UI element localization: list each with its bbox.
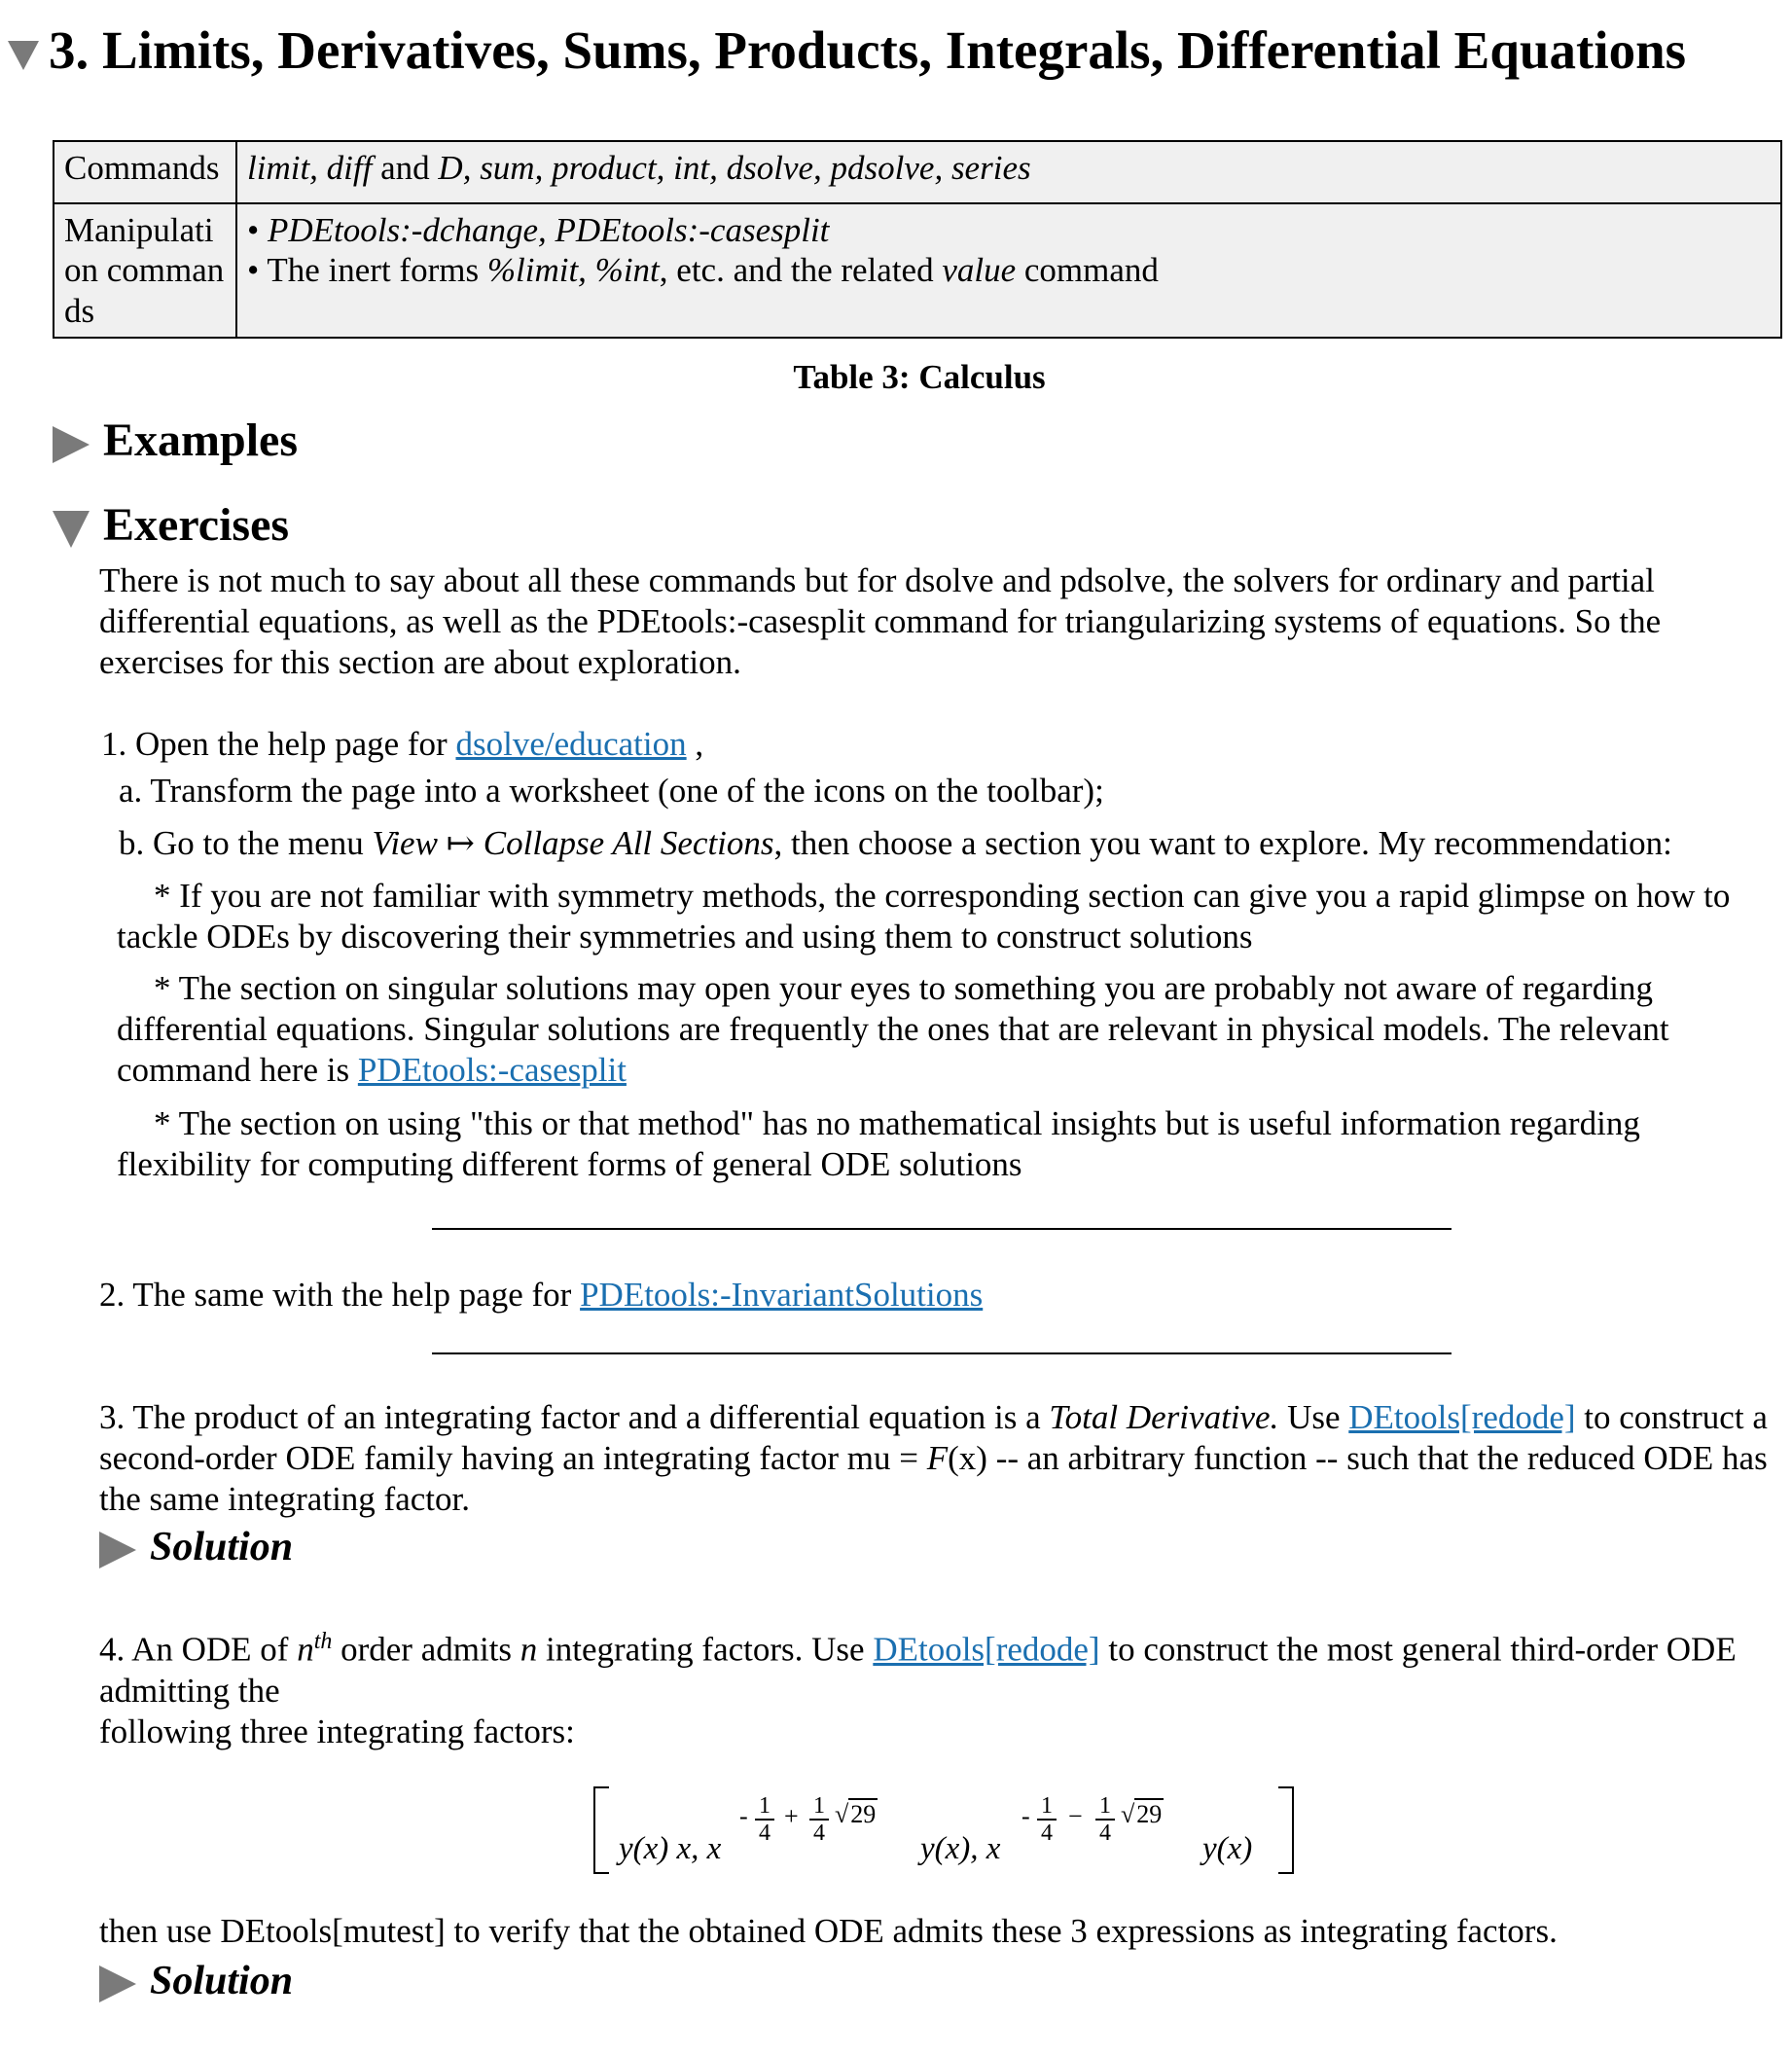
exercise-1-lead: 1. Open the help page for dsolve/education , [101,725,704,763]
expand-triangle-icon[interactable] [99,1965,136,2002]
collapse-triangle-icon[interactable] [53,511,90,548]
table-bullet-2: • The inert forms %limit, %int, etc. and the related value command [247,251,1159,290]
integrating-factors-formula: y(x) x, x - 1 4 + 1 4 √29 y(x), x - 1 4 − 1 4 √29 y(x) [593,1783,1294,1890]
redode-link-1[interactable]: DEtools[redode] [1348,1398,1576,1436]
exercise-3: 3. The product of an integrating factor and a differential equation is a Total Derivative. Use DEtools[redode] to construct a second-order ODE family having an integrating factor mu = F(x) -- an arbitrary function -- such that the reduced ODE has the same integrating factor. [99,1398,1768,1518]
right-bracket [1278,1786,1294,1874]
exercise-1b: b. Go to the menu View ↦ Collapse All Sections, then choose a section you want to explore. My recommendation: [119,824,1672,862]
examples-section-toggle[interactable]: Examples [53,414,298,467]
exercise-4: 4. An ODE of $n^{th}$ order admits n integrating factors. Use DEtools[redode] to construct the most general third-order ODE admitting the following three integrating factors: [99,1629,1737,1750]
recommendation-singular: * The section on singular solutions may open your eyes to something you are probably not aware of regarding differential equations. Singular solutions are frequently the ones that are relevant in physical models. The relevant command here is PDEtools:-casesplit [117,969,1669,1089]
casesplit-link[interactable]: PDEtools:-casesplit [357,1051,627,1089]
recommendation-symmetry: * If you are not familiar with symmetry methods, the corresponding section can give you a rapid glimpse on how to tackle ODEs by discovering their symmetries and using them to construct solutions [117,877,1731,955]
expand-triangle-icon[interactable] [53,426,90,463]
dsolve-education-link[interactable]: dsolve/education [455,725,687,763]
solution-toggle-4[interactable]: Solution [99,1958,293,2004]
table-caption: Table 3: Calculus [793,358,1046,396]
calculus-table [53,140,1782,339]
separator-2 [432,1352,1452,1354]
intro-paragraph: There is not much to say about all these commands but for dsolve and pdsolve, the solvers for ordinary and partial differential equations, as well as the PDEtools:-casesplit command for triangularizing systems of equations. So the exercises for this section are about exploration. [99,561,1662,681]
exercise-1a: a. Transform the page into a worksheet (one of the icons on the toolbar); [119,772,1104,810]
separator-1 [432,1228,1452,1230]
expand-triangle-icon[interactable] [99,1532,136,1568]
table-label-commands: Commands [54,141,236,203]
section-heading[interactable]: 3. Limits, Derivatives, Sums, Products, Integrals, Differential Equations [8,19,1686,81]
exercises-section-toggle[interactable]: Exercises [53,498,289,552]
invariant-solutions-link[interactable]: PDEtools:-InvariantSolutions [580,1276,984,1314]
collapse-triangle-icon[interactable] [8,41,39,70]
solution-toggle-3[interactable]: Solution [99,1524,293,1570]
redode-link-2[interactable]: DEtools[redode] [873,1630,1100,1669]
table-label-manipulation: Manipulation commands [54,203,236,338]
exercise-4-after: then use DEtools[mutest] to verify that the obtained ODE admits these 3 expressions as integrating factors. [99,1912,1558,1950]
exercise-2: 2. The same with the help page for PDEtools:-InvariantSolutions [99,1276,984,1314]
left-bracket [593,1786,609,1874]
table-bullet-1: • PDEtools:-dchange, PDEtools:-casesplit [247,211,830,249]
table-cell-commands: limit, diff and D, sum, product, int, dsolve, pdsolve, series [236,141,1781,203]
recommendation-method: * The section on using "this or that method" has no mathematical insights but is useful information regarding flexibility for computing different forms of general ODE solutions [117,1104,1640,1183]
table-cell-manipulation [236,203,1781,338]
